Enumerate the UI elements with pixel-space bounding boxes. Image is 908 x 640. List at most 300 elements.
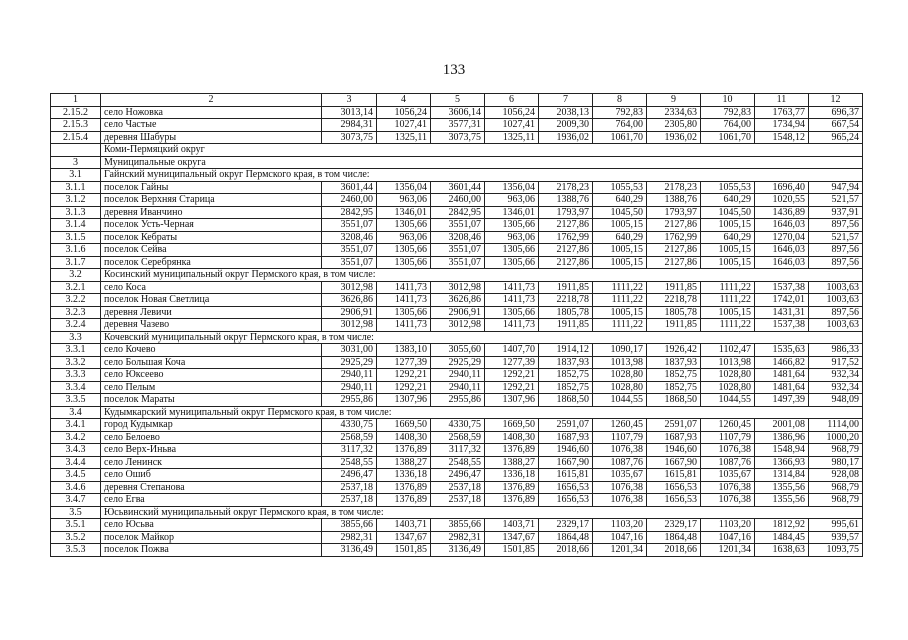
value-cell: 3551,07: [431, 219, 485, 232]
value-cell: 1615,81: [647, 469, 701, 482]
value-cell: 1535,63: [755, 344, 809, 357]
value-cell: 1911,85: [647, 319, 701, 332]
row-index: 3.5.3: [51, 544, 101, 557]
value-cell: 1045,50: [701, 206, 755, 219]
table-row: [51, 494, 863, 507]
value-cell: 1408,30: [377, 431, 431, 444]
value-cell: 3012,98: [431, 281, 485, 294]
value-cell: 1656,53: [539, 481, 593, 494]
value-cell: 968,79: [809, 444, 863, 457]
value-cell: 1615,81: [539, 469, 593, 482]
row-index: 3.2.1: [51, 281, 101, 294]
row-index: 3.1.5: [51, 231, 101, 244]
row-index: 3.5: [51, 506, 101, 519]
value-cell: 968,79: [809, 481, 863, 494]
settlement-name: деревня Иванчино: [101, 206, 322, 219]
row-index: 3.4.1: [51, 419, 101, 432]
value-cell: 1003,63: [809, 281, 863, 294]
value-cell: 1911,85: [539, 319, 593, 332]
section-label: Муниципальные округа: [101, 156, 863, 169]
value-cell: 1356,04: [485, 181, 539, 194]
value-cell: 1292,21: [485, 381, 539, 394]
value-cell: 1646,03: [755, 244, 809, 257]
row-index: 3.4.7: [51, 494, 101, 507]
row-index: 3.4.2: [51, 431, 101, 444]
value-cell: 1111,22: [701, 319, 755, 332]
value-cell: 521,57: [809, 194, 863, 207]
settlement-name: поселок Кебраты: [101, 231, 322, 244]
value-cell: 1376,89: [377, 444, 431, 457]
table-row: [51, 369, 863, 382]
value-cell: 1102,47: [701, 344, 755, 357]
value-cell: 2955,86: [322, 394, 377, 407]
value-cell: 1055,53: [701, 181, 755, 194]
value-cell: 1111,22: [701, 294, 755, 307]
value-cell: 1035,67: [593, 469, 647, 482]
section-label: Юсьвинский муниципальный округ Пермского края, в том числе:: [101, 506, 863, 519]
value-cell: 968,79: [809, 494, 863, 507]
value-cell: 1667,90: [539, 456, 593, 469]
value-cell: 1656,53: [539, 494, 593, 507]
value-cell: 1005,15: [701, 256, 755, 269]
value-cell: 1093,75: [809, 544, 863, 557]
table-row: [51, 519, 863, 532]
value-cell: 1044,55: [593, 394, 647, 407]
value-cell: 1061,70: [701, 131, 755, 144]
value-cell: 1548,94: [755, 444, 809, 457]
column-header: 6: [485, 94, 539, 107]
value-cell: 1013,98: [593, 356, 647, 369]
value-cell: 2018,66: [647, 544, 701, 557]
value-cell: 932,34: [809, 369, 863, 382]
section-label: Косинский муниципальный округ Пермского края, в том числе:: [101, 269, 863, 282]
value-cell: 1548,12: [755, 131, 809, 144]
value-cell: 1292,21: [485, 369, 539, 382]
value-cell: 2537,18: [322, 481, 377, 494]
value-cell: 1837,93: [539, 356, 593, 369]
table-row: [51, 194, 863, 207]
section-row: [51, 506, 863, 519]
section-row: [51, 406, 863, 419]
value-cell: 897,56: [809, 244, 863, 257]
value-cell: 1090,17: [593, 344, 647, 357]
value-cell: 3208,46: [322, 231, 377, 244]
value-cell: 2496,47: [322, 469, 377, 482]
value-cell: 1411,73: [377, 294, 431, 307]
table-row: [51, 431, 863, 444]
value-cell: 1305,66: [377, 219, 431, 232]
value-cell: 3136,49: [322, 544, 377, 557]
value-cell: 2127,86: [539, 244, 593, 257]
value-cell: 1376,89: [377, 481, 431, 494]
value-cell: 640,29: [593, 231, 647, 244]
settlement-name: деревня Шабуры: [101, 131, 322, 144]
settlement-name: поселок Гайны: [101, 181, 322, 194]
settlement-name: деревня Чазево: [101, 319, 322, 332]
value-cell: 1076,38: [593, 494, 647, 507]
row-index: 2.15.3: [51, 119, 101, 132]
value-cell: 1307,96: [485, 394, 539, 407]
value-cell: 1852,75: [647, 381, 701, 394]
value-cell: 2001,08: [755, 419, 809, 432]
value-cell: 1028,80: [593, 381, 647, 394]
value-cell: 1431,31: [755, 306, 809, 319]
value-cell: 3073,75: [322, 131, 377, 144]
value-cell: 3855,66: [431, 519, 485, 532]
value-cell: 2591,07: [539, 419, 593, 432]
value-cell: 1305,66: [377, 244, 431, 257]
value-cell: 640,29: [593, 194, 647, 207]
value-cell: 1388,76: [539, 194, 593, 207]
value-cell: 1028,80: [593, 369, 647, 382]
value-cell: 1076,38: [593, 444, 647, 457]
value-cell: 3136,49: [431, 544, 485, 557]
value-cell: 1388,76: [647, 194, 701, 207]
value-cell: 1646,03: [755, 219, 809, 232]
value-cell: 2548,55: [322, 456, 377, 469]
value-cell: 1537,38: [755, 281, 809, 294]
value-cell: 1812,92: [755, 519, 809, 532]
value-cell: 1481,64: [755, 381, 809, 394]
value-cell: 2925,29: [322, 356, 377, 369]
value-cell: 1864,48: [647, 531, 701, 544]
value-cell: 1355,56: [755, 481, 809, 494]
value-cell: 2496,47: [431, 469, 485, 482]
value-cell: 1911,85: [539, 281, 593, 294]
value-cell: 3606,14: [431, 106, 485, 119]
value-cell: 3855,66: [322, 519, 377, 532]
value-cell: 1292,21: [377, 369, 431, 382]
value-cell: 1742,01: [755, 294, 809, 307]
row-index: 3.2: [51, 269, 101, 282]
table-row: [51, 444, 863, 457]
value-cell: 2940,11: [431, 381, 485, 394]
value-cell: 2568,59: [322, 431, 377, 444]
value-cell: 1076,38: [593, 481, 647, 494]
value-cell: 2940,11: [431, 369, 485, 382]
table-row: [51, 206, 863, 219]
column-header: 8: [593, 94, 647, 107]
value-cell: 2218,78: [539, 294, 593, 307]
table-row: [51, 219, 863, 232]
value-cell: 963,06: [377, 231, 431, 244]
row-index: 3.3: [51, 331, 101, 344]
settlement-name: село Юксеево: [101, 369, 322, 382]
value-cell: 1000,20: [809, 431, 863, 444]
value-cell: 1076,38: [701, 494, 755, 507]
row-index: 3.3.3: [51, 369, 101, 382]
row-index: 3.5.2: [51, 531, 101, 544]
value-cell: 1762,99: [647, 231, 701, 244]
value-cell: 1003,63: [809, 319, 863, 332]
value-cell: 792,83: [593, 106, 647, 119]
value-cell: 1056,24: [485, 106, 539, 119]
table-row: [51, 231, 863, 244]
value-cell: 3012,98: [431, 319, 485, 332]
value-cell: 1646,03: [755, 256, 809, 269]
value-cell: 1305,66: [485, 256, 539, 269]
settlement-name: село Верх-Иньва: [101, 444, 322, 457]
settlement-name: село Пелым: [101, 381, 322, 394]
settlement-name: деревня Левичи: [101, 306, 322, 319]
value-cell: 3073,75: [431, 131, 485, 144]
value-cell: 1305,66: [377, 306, 431, 319]
table-row: [51, 119, 863, 132]
value-cell: 2925,29: [431, 356, 485, 369]
value-cell: 1325,11: [485, 131, 539, 144]
value-cell: 3551,07: [431, 244, 485, 257]
value-cell: 1376,89: [377, 494, 431, 507]
value-cell: 1946,60: [539, 444, 593, 457]
row-index: 3.3.5: [51, 394, 101, 407]
value-cell: 1936,02: [647, 131, 701, 144]
value-cell: 1307,96: [377, 394, 431, 407]
value-cell: 3012,98: [322, 281, 377, 294]
settlement-name: поселок Серебрянка: [101, 256, 322, 269]
settlement-name: город Кудымкар: [101, 419, 322, 432]
value-cell: 1325,11: [377, 131, 431, 144]
table-row: [51, 319, 863, 332]
value-cell: 1837,93: [647, 356, 701, 369]
value-cell: 1314,84: [755, 469, 809, 482]
value-cell: 897,56: [809, 219, 863, 232]
value-cell: 1047,16: [701, 531, 755, 544]
value-cell: 2940,11: [322, 369, 377, 382]
column-header: 4: [377, 94, 431, 107]
settlement-name: село Большая Коча: [101, 356, 322, 369]
row-index: 3.2.4: [51, 319, 101, 332]
value-cell: 2842,95: [431, 206, 485, 219]
row-index: 3.1: [51, 169, 101, 182]
value-cell: 980,17: [809, 456, 863, 469]
value-cell: 2460,00: [322, 194, 377, 207]
row-index: 3.1.3: [51, 206, 101, 219]
value-cell: 2591,07: [647, 419, 701, 432]
value-cell: 1926,42: [647, 344, 701, 357]
settlement-name: поселок Усть-Черная: [101, 219, 322, 232]
value-cell: 1355,56: [755, 494, 809, 507]
value-cell: 4330,75: [431, 419, 485, 432]
value-cell: 3577,31: [431, 119, 485, 132]
value-cell: 1005,15: [701, 306, 755, 319]
value-cell: 1436,89: [755, 206, 809, 219]
value-cell: 1270,04: [755, 231, 809, 244]
value-cell: 3551,07: [322, 244, 377, 257]
settlement-name: село Белоево: [101, 431, 322, 444]
value-cell: 1946,60: [647, 444, 701, 457]
value-cell: 2178,23: [539, 181, 593, 194]
value-cell: 3031,00: [322, 344, 377, 357]
table-row: [51, 481, 863, 494]
settlement-name: село Кочево: [101, 344, 322, 357]
value-cell: 1347,67: [377, 531, 431, 544]
value-cell: 1260,45: [701, 419, 755, 432]
value-cell: 1411,73: [377, 281, 431, 294]
value-cell: 1411,73: [485, 319, 539, 332]
value-cell: 1103,20: [701, 519, 755, 532]
value-cell: 1107,79: [593, 431, 647, 444]
value-cell: 1087,76: [593, 456, 647, 469]
value-cell: 932,34: [809, 381, 863, 394]
value-cell: 928,08: [809, 469, 863, 482]
table-row: [51, 356, 863, 369]
value-cell: 2305,80: [647, 119, 701, 132]
value-cell: 897,56: [809, 256, 863, 269]
value-cell: 1305,66: [485, 244, 539, 257]
value-cell: 1336,18: [485, 469, 539, 482]
value-cell: 1003,63: [809, 294, 863, 307]
value-cell: 3055,60: [431, 344, 485, 357]
value-cell: 2127,86: [647, 256, 701, 269]
column-header: 12: [809, 94, 863, 107]
value-cell: 3626,86: [431, 294, 485, 307]
value-cell: 1868,50: [539, 394, 593, 407]
value-cell: 1388,27: [485, 456, 539, 469]
value-cell: 1687,93: [539, 431, 593, 444]
value-cell: 2548,55: [431, 456, 485, 469]
table-row: [51, 344, 863, 357]
value-cell: 963,06: [485, 231, 539, 244]
value-cell: 1852,75: [539, 369, 593, 382]
row-index: 3.1.7: [51, 256, 101, 269]
value-cell: 1403,71: [485, 519, 539, 532]
table-row: [51, 244, 863, 257]
settlement-name: поселок Пожва: [101, 544, 322, 557]
value-cell: 1408,30: [485, 431, 539, 444]
value-cell: 3117,32: [322, 444, 377, 457]
value-cell: 1466,82: [755, 356, 809, 369]
table-row: [51, 469, 863, 482]
value-cell: 1868,50: [647, 394, 701, 407]
value-cell: 1305,66: [485, 219, 539, 232]
value-cell: 1669,50: [377, 419, 431, 432]
value-cell: 2906,91: [322, 306, 377, 319]
value-cell: 1696,40: [755, 181, 809, 194]
value-cell: 1366,93: [755, 456, 809, 469]
value-cell: 1111,22: [593, 319, 647, 332]
value-cell: 1347,67: [485, 531, 539, 544]
value-cell: 1305,66: [377, 256, 431, 269]
value-cell: 1076,38: [701, 481, 755, 494]
value-cell: 3626,86: [322, 294, 377, 307]
value-cell: 3551,07: [431, 256, 485, 269]
value-cell: 3117,32: [431, 444, 485, 457]
row-index: 3.4: [51, 406, 101, 419]
value-cell: 1793,97: [539, 206, 593, 219]
value-cell: 3551,07: [322, 219, 377, 232]
value-cell: 3601,44: [431, 181, 485, 194]
column-header: 10: [701, 94, 755, 107]
value-cell: 1056,24: [377, 106, 431, 119]
row-index: 3.4.6: [51, 481, 101, 494]
column-header: 11: [755, 94, 809, 107]
row-index: 3.3.4: [51, 381, 101, 394]
value-cell: 1277,39: [485, 356, 539, 369]
value-cell: 1501,85: [377, 544, 431, 557]
value-cell: 1376,89: [485, 494, 539, 507]
value-cell: 1027,41: [485, 119, 539, 132]
value-cell: 948,09: [809, 394, 863, 407]
value-cell: 937,91: [809, 206, 863, 219]
value-cell: 2018,66: [539, 544, 593, 557]
value-cell: 1407,70: [485, 344, 539, 357]
value-cell: 640,29: [701, 231, 755, 244]
table-row: [51, 281, 863, 294]
value-cell: 1537,38: [755, 319, 809, 332]
value-cell: 1107,79: [701, 431, 755, 444]
value-cell: 1388,27: [377, 456, 431, 469]
section-row: [51, 169, 863, 182]
settlement-name: село Егва: [101, 494, 322, 507]
value-cell: 1111,22: [701, 281, 755, 294]
value-cell: 1005,15: [701, 219, 755, 232]
table-row: [51, 294, 863, 307]
value-cell: 1013,98: [701, 356, 755, 369]
table-row: [51, 256, 863, 269]
settlement-name: село Коса: [101, 281, 322, 294]
value-cell: 2178,23: [647, 181, 701, 194]
settlement-name: поселок Мараты: [101, 394, 322, 407]
value-cell: 1346,01: [485, 206, 539, 219]
tariff-table: [50, 93, 863, 557]
value-cell: 1047,16: [593, 531, 647, 544]
table-row: [51, 394, 863, 407]
value-cell: 764,00: [701, 119, 755, 132]
table-row: [51, 544, 863, 557]
value-cell: 1201,34: [593, 544, 647, 557]
value-cell: 1484,45: [755, 531, 809, 544]
value-cell: 1762,99: [539, 231, 593, 244]
page-number: 133: [442, 62, 466, 78]
table-row: [51, 106, 863, 119]
value-cell: 1305,66: [485, 306, 539, 319]
value-cell: 2842,95: [322, 206, 377, 219]
value-cell: 1044,55: [701, 394, 755, 407]
value-cell: 764,00: [593, 119, 647, 132]
value-cell: 3601,44: [322, 181, 377, 194]
value-cell: 792,83: [701, 106, 755, 119]
settlement-name: село Ножовка: [101, 106, 322, 119]
value-cell: 1061,70: [593, 131, 647, 144]
value-cell: 1005,15: [593, 256, 647, 269]
value-cell: 2955,86: [431, 394, 485, 407]
value-cell: 696,37: [809, 106, 863, 119]
value-cell: 1356,04: [377, 181, 431, 194]
row-index: 3.1.4: [51, 219, 101, 232]
value-cell: 4330,75: [322, 419, 377, 432]
value-cell: 2127,86: [647, 244, 701, 257]
value-cell: 2537,18: [431, 481, 485, 494]
value-cell: 963,06: [485, 194, 539, 207]
section-row: [51, 331, 863, 344]
value-cell: 640,29: [701, 194, 755, 207]
row-index: 3.4.5: [51, 469, 101, 482]
column-header: 2: [101, 94, 322, 107]
row-index: 3.3.1: [51, 344, 101, 357]
value-cell: 2127,86: [539, 219, 593, 232]
settlement-name: поселок Майкор: [101, 531, 322, 544]
row-index: 3.4.4: [51, 456, 101, 469]
value-cell: 1111,22: [593, 294, 647, 307]
column-header: 9: [647, 94, 701, 107]
value-cell: 1656,53: [647, 481, 701, 494]
row-index: 3.3.2: [51, 356, 101, 369]
value-cell: 1111,22: [593, 281, 647, 294]
value-cell: 3208,46: [431, 231, 485, 244]
settlement-name: село Частые: [101, 119, 322, 132]
value-cell: 2940,11: [322, 381, 377, 394]
value-cell: 1481,64: [755, 369, 809, 382]
